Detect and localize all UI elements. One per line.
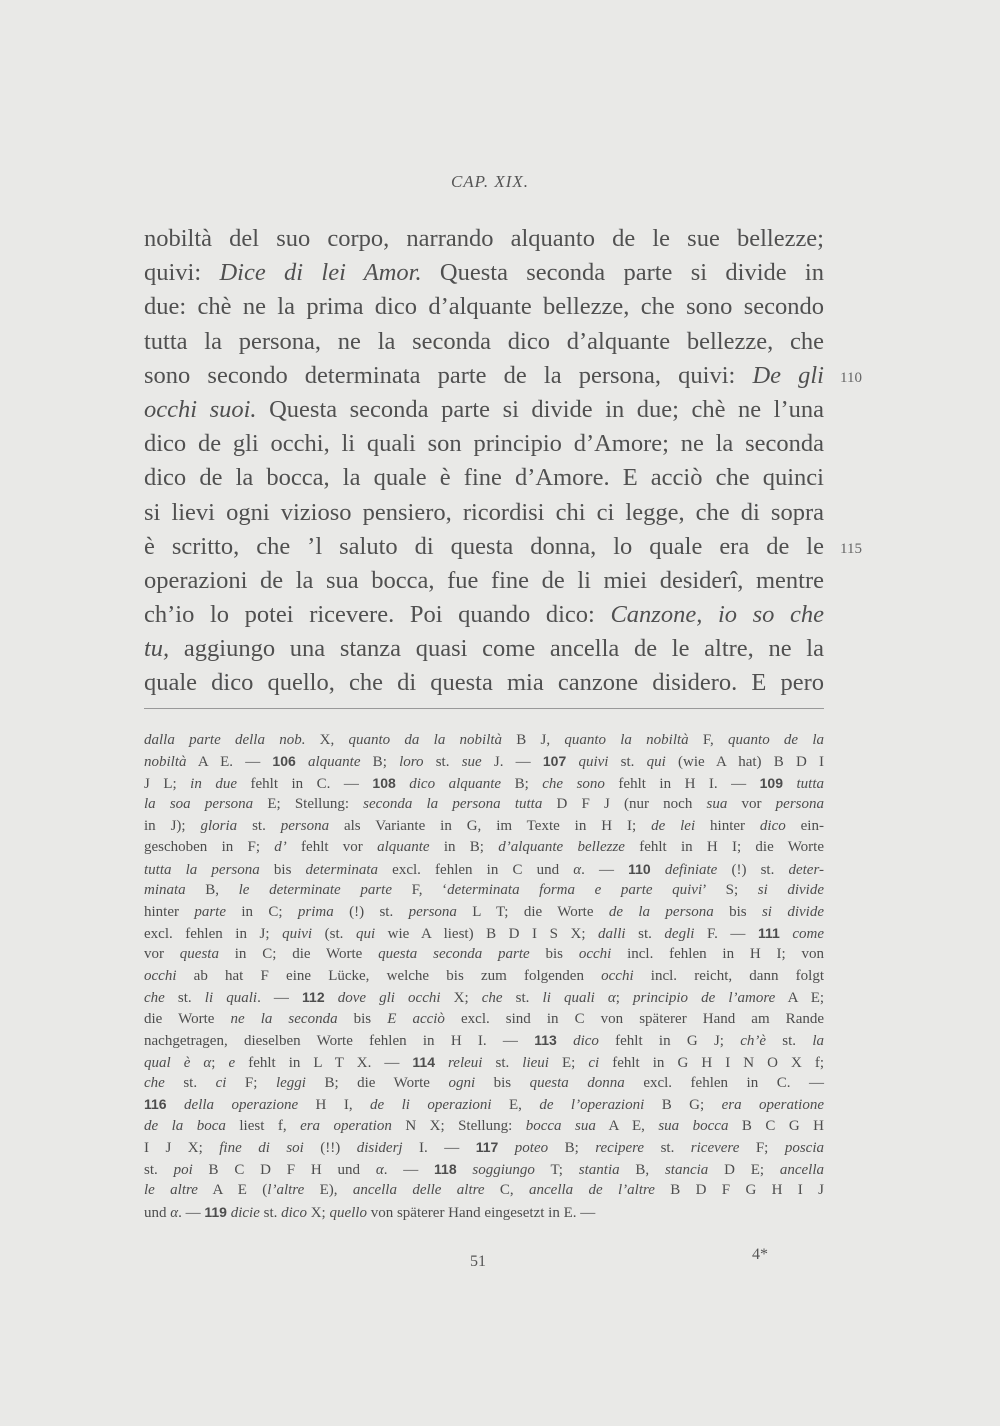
main-text bbox=[144, 222, 824, 701]
note-line-5: in J); gloria st. persona als Variante in G, im Texte in H I; de lei hinter dico ein- bbox=[144, 817, 824, 834]
note-line-3: J L; in due fehlt in C. — 108 dico alquante B; che sono fehlt in H I. — 109 tutta bbox=[144, 774, 825, 792]
text-line-10: è scritto, che ’l saluto di questa donna, lo quale era de le bbox=[144, 532, 824, 560]
note-line-19: de la boca liest f, era operation N X; Stellung: bocca sua A E, sua bocca B C G H bbox=[144, 1117, 825, 1134]
note-line-4: la soa persona E; Stellung: seconda la persona tutta D F J (nur noch sua vor persona bbox=[144, 796, 824, 813]
note-line-16: qual è α; e fehlt in L T X. — 114 releui st. lieui E; ci fehlt in G H I N O X f; bbox=[144, 1053, 825, 1071]
text-line-1: nobiltà del suo corpo, narrando alquanto de le sue bellezze; bbox=[144, 225, 824, 252]
note-line-20: I J X; fine di soi (!!) disiderj I. — 117 poteo B; recipere st. ricevere F; poscia bbox=[144, 1139, 824, 1157]
text-line-4: tutta la persona, ne la seconda dico d’alquante bellezze, che bbox=[144, 327, 824, 355]
text-line-12: ch’io lo potei ricevere. Poi quando dico: Canzone, io so che bbox=[144, 601, 824, 629]
text-line-11: operazioni de la sua bocca, fue fine de li miei desiderî, mentre bbox=[144, 566, 824, 594]
page-number: 51 bbox=[470, 1253, 486, 1270]
note-line-23: und α. — 119 dicie st. dico X; quello von späterer Hand eingesetzt in E. — bbox=[144, 1203, 596, 1221]
note-line-9: hinter parte in C; prima (!) st. persona L T; die Worte de la persona bis si divide bbox=[144, 903, 824, 920]
note-line-1: dalla parte della nob. X, quanto da la nobiltà B J, quanto la nobiltà F, quanto de la bbox=[144, 732, 824, 748]
chapter-header: CAP. XIX. bbox=[450, 172, 530, 191]
signature-mark: 4* bbox=[752, 1246, 768, 1263]
critical-apparatus bbox=[144, 730, 824, 1223]
note-line-18: 116 della operazione H I, de li operazioni E, de l’operazioni B G; era operatione bbox=[144, 1096, 824, 1114]
note-line-14: die Worte ne la seconda bis E acciò excl. sind in C von späterer Hand am Rande bbox=[144, 1010, 825, 1027]
text-line-7: dico de gli occhi, li quali son principio d’Amore; ne la seconda bbox=[144, 430, 824, 458]
footnote-separator bbox=[144, 708, 824, 709]
note-line-6: geschoben in F; d’ fehlt vor alquante in B; d’alquante bellezze fehlt in H I; die Worte bbox=[144, 839, 824, 856]
note-line-8: minata B, le determinate parte F, ‘determinata forma e parte quivi’ S; si divide bbox=[144, 882, 824, 899]
note-line-12: occhi ab hat F eine Lücke, welche bis zum folgenden occhi incl. reicht, dann folgt bbox=[144, 967, 824, 984]
text-line-9: si lievi ogni vizioso pensiero, ricordisi chi ci legge, che di sopra bbox=[144, 498, 824, 526]
text-line-14: quale dico quello, che di questa mia canzone disidero. E pero bbox=[144, 669, 824, 697]
text-line-5: sono secondo determinata parte de la persona, quivi: De gli bbox=[144, 361, 824, 389]
note-line-11: vor questa in C; die Worte questa seconda parte bis occhi incl. fehlen in H I; von bbox=[144, 946, 824, 963]
line-number: 110 bbox=[840, 369, 862, 386]
note-line-2: nobiltà A E. — 106 alquante B; loro st. sue J. — 107 quivi st. qui (wie A hat) B D I bbox=[144, 753, 824, 771]
line-number: 115 bbox=[840, 540, 862, 557]
note-line-7: tutta la persona bis determinata excl. fehlen in C und α. — 110 definiate (!) st. deter- bbox=[144, 860, 824, 878]
text-line-8: dico de la bocca, la quale è fine d’Amore. E acciò che quinci bbox=[144, 464, 824, 492]
note-line-17: che st. ci F; leggi B; die Worte ogni bis questa donna excl. fehlen in C. — bbox=[144, 1075, 824, 1091]
note-line-10: excl. fehlen in J; quivi (st. qui wie A liest) B D I S X; dalli st. degli F. — 111 come bbox=[144, 924, 825, 942]
text-line-3: due: chè ne la prima dico d’alquante bellezze, che sono secondo bbox=[144, 293, 824, 321]
text-line-2: quivi: Dice di lei Amor. Questa seconda parte si divide in bbox=[144, 259, 824, 287]
text-line-6: occhi suoi. Questa seconda parte si divide in due; chè ne l’una bbox=[144, 395, 825, 423]
note-line-22: le altre A E (l’altre E), ancella delle altre C, ancella de l’altre B D F G H I J bbox=[144, 1182, 824, 1199]
note-line-15: nachgetragen, dieselben Worte fehlen in H I. — 113 dico fehlt in G J; ch’è st. la bbox=[144, 1032, 824, 1050]
note-line-13: che st. li quali. — 112 dove gli occhi X; che st. li quali α; principio de l’amore A E; bbox=[144, 989, 825, 1007]
text-line-13: tu, aggiungo una stanza quasi come ancella de le altre, ne la bbox=[144, 635, 824, 663]
note-line-21: st. poi B C D F H und α. — 118 soggiungo T; stantia B, stancia D E; ancella bbox=[144, 1160, 824, 1178]
